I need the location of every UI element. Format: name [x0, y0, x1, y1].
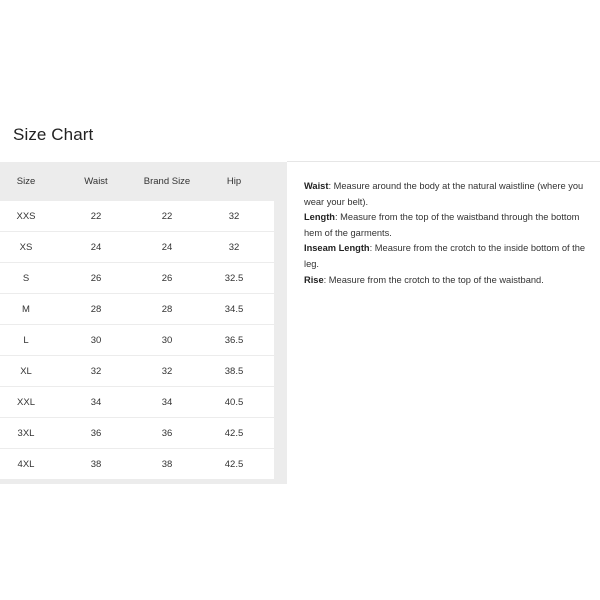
- cell-hip: 32.5: [194, 263, 274, 294]
- note-inseam-length: [304, 241, 592, 272]
- table-row: [0, 232, 274, 263]
- cell-waist: 24: [52, 232, 140, 263]
- cell-size: XXL: [0, 387, 52, 418]
- cell-hip: 34.5: [194, 294, 274, 325]
- note-text: : Measure from the crotch to the top of the waistband.: [323, 274, 544, 285]
- cell-hip: 38.5: [194, 356, 274, 387]
- column-header-brand-size: Brand Size: [140, 162, 194, 201]
- page-title: Size Chart: [13, 125, 94, 144]
- cell-brand-size: 34: [140, 387, 194, 418]
- cell-brand-size: 26: [140, 263, 194, 294]
- cell-brand-size: 28: [140, 294, 194, 325]
- cell-hip: 32: [194, 201, 274, 232]
- note-length: [304, 210, 592, 241]
- cell-size: M: [0, 294, 52, 325]
- table-row: [0, 356, 274, 387]
- note-term: Inseam Length: [304, 243, 370, 254]
- column-header-hip: Hip: [194, 162, 274, 201]
- cell-hip: 42.5: [194, 449, 274, 480]
- cell-hip: 40.5: [194, 387, 274, 418]
- cell-size: 3XL: [0, 418, 52, 449]
- table-row: [0, 263, 274, 294]
- cell-size: XS: [0, 232, 52, 263]
- table-row: [0, 387, 274, 418]
- cell-brand-size: 38: [140, 449, 194, 480]
- table-row: [0, 325, 274, 356]
- size-table: [0, 162, 274, 480]
- column-header-size: Size: [0, 162, 52, 201]
- cell-waist: 22: [52, 201, 140, 232]
- cell-size: 4XL: [0, 449, 52, 480]
- note-rise: [304, 273, 592, 289]
- measurement-notes: [304, 179, 592, 288]
- cell-brand-size: 22: [140, 201, 194, 232]
- cell-waist: 38: [52, 449, 140, 480]
- note-waist: [304, 179, 592, 210]
- cell-hip: 32: [194, 232, 274, 263]
- note-term: Waist: [304, 181, 329, 191]
- table-row: [0, 449, 274, 480]
- cell-hip: 36.5: [194, 325, 274, 356]
- cell-waist: 26: [52, 263, 140, 294]
- cell-waist: 28: [52, 294, 140, 325]
- cell-size: S: [0, 263, 52, 294]
- cell-size: XL: [0, 356, 52, 387]
- note-text: : Measure around the body at the natural waistline (where you wear your belt).: [304, 181, 584, 207]
- cell-brand-size: 24: [140, 232, 194, 263]
- cell-waist: 30: [52, 325, 140, 356]
- table-header-row: [0, 162, 274, 201]
- table-row: [0, 294, 274, 325]
- note-text: : Measure from the crotch to the inside bottom of the leg.: [304, 243, 586, 269]
- note-term: Rise: [304, 274, 324, 285]
- cell-waist: 32: [52, 356, 140, 387]
- cell-brand-size: 30: [140, 325, 194, 356]
- table-row: [0, 201, 274, 232]
- cell-brand-size: 36: [140, 418, 194, 449]
- cell-hip: 42.5: [194, 418, 274, 449]
- cell-waist: 36: [52, 418, 140, 449]
- size-table-container: [0, 162, 287, 484]
- cell-size: XXS: [0, 201, 52, 232]
- note-text: : Measure from the top of the waistband through the bottom hem of the garments.: [304, 212, 580, 238]
- column-header-waist: Waist: [52, 162, 140, 201]
- cell-size: L: [0, 325, 52, 356]
- cell-brand-size: 32: [140, 356, 194, 387]
- header-divider: [287, 161, 600, 162]
- cell-waist: 34: [52, 387, 140, 418]
- note-term: Length: [304, 212, 335, 223]
- table-row: [0, 418, 274, 449]
